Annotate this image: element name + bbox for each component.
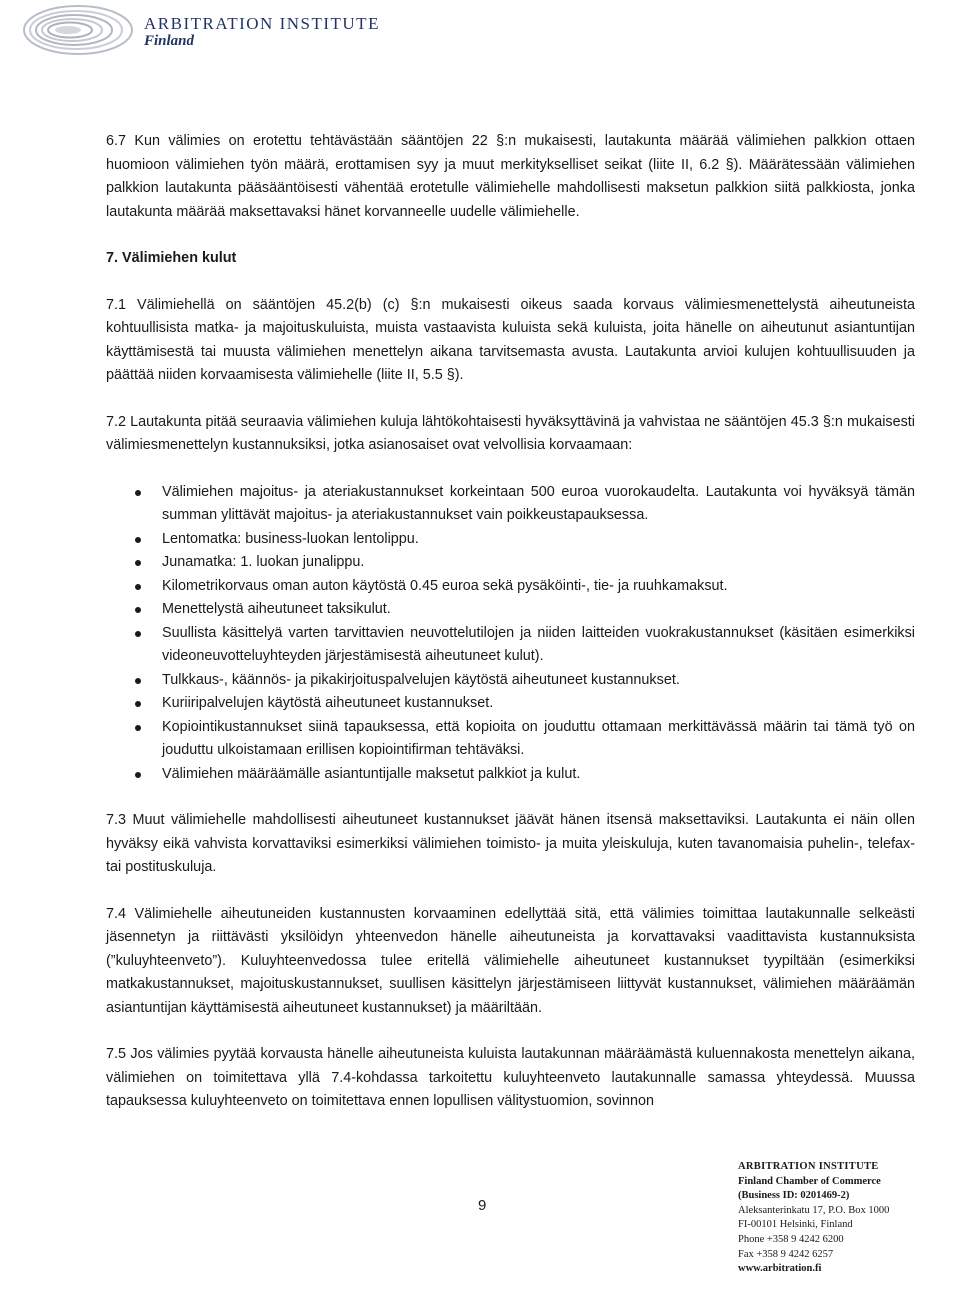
paragraph-7-1: 7.1 Välimiehellä on sääntöjen 45.2(b) (c) §:n mukaisesti oikeus saada korvaus välimiesmenettelystä aiheutuneista kohtuullisista matka- ja majoituskuluista, muista vastaavista kuluista sekä kuluista, joita hänelle on aiheutunut asiantuntijan käyttämisestä tai muusta välimiehen menettelyn aikana tarvitsemasta avusta. Lautakunta arvioi kulujen kohtuullisuuden ja päättää niiden korvaamisesta välimiehelle (liite II, 5.5 §). bbox=[106, 296, 915, 383]
footer-phone: Phone +358 9 4242 6200 bbox=[738, 1233, 844, 1245]
list-item: Junamatka: 1. luokan junalippu. bbox=[162, 551, 915, 575]
list-item: Kilometrikorvaus oman auton käytöstä 0.45 euroa sekä pysäköinti-, tie- ja ruuhkamaksut. bbox=[162, 575, 915, 599]
list-item: Välimiehen majoitus- ja ateriakustannukset korkeintaan 500 euroa vuorokaudelta. Lautakunta voi hyväksyä tämän summan ylittävät majoitus- ja ateriakustannukset vain poikkeustapauksessa. bbox=[162, 481, 915, 528]
footer-city: FI-00101 Helsinki, Finland bbox=[738, 1219, 853, 1231]
footer-business-id: (Business ID: 0201469-2) bbox=[738, 1190, 850, 1202]
list-item: Suullista käsittelyä varten tarvittavien neuvottelutilojen ja niiden laitteiden vuokrakustannukset (käsitäen esimerkiksi videoneuvotteluyhteyden järjestämisestä aiheutuneet kulut). bbox=[162, 622, 915, 669]
footer-address: Aleksanterinkatu 17, P.O. Box 1000 bbox=[738, 1204, 890, 1216]
page-header bbox=[22, 4, 442, 60]
footer-website-link[interactable]: www.arbitration.fi bbox=[738, 1263, 822, 1275]
footer-contact-block bbox=[738, 1160, 948, 1277]
paragraph-7-5: 7.5 Jos välimies pyytää korvausta hänelle aiheutuneista kuluista lautakunnan määräämästä kuluennakosta menettelyn aikana, välimiehen on toimitettava yllä 7.4-kohdassa tarkoitettu kuluyhteenveto lautakunnalle samassa yhteydessä. Muussa tapauksessa kuluyhteenveto on toimitettava ennen lopullisen välitystuomion, sovinnon bbox=[106, 1046, 915, 1109]
list-item: Lentomatka: business-luokan lentolippu. bbox=[162, 528, 915, 552]
cost-list bbox=[106, 481, 915, 787]
list-item: Menettelystä aiheutuneet taksikulut. bbox=[162, 598, 915, 622]
header-org-name: ARBITRATION INSTITUTE bbox=[144, 14, 380, 33]
section-heading-7: 7. Välimiehen kulut bbox=[106, 250, 237, 266]
paragraph-7-2: 7.2 Lautakunta pitää seuraavia välimiehen kuluja lähtökohtaisesti hyväksyttävinä ja vahvistaa ne sääntöjen 45.3 §:n mukaisesti välimiesmenettelyn kustannuksiksi, jotka asianosaiset ovat velvollisia korvaamaan: bbox=[106, 413, 915, 453]
list-item: Kuriiripalvelujen käytöstä aiheutuneet kustannukset. bbox=[162, 692, 915, 716]
document-body bbox=[106, 130, 915, 1114]
arbitration-institute-logo bbox=[22, 4, 134, 56]
footer-fax: Fax +358 9 4242 6257 bbox=[738, 1248, 834, 1260]
footer-chamber: Finland Chamber of Commerce bbox=[738, 1175, 881, 1187]
paragraph-7-4: 7.4 Välimiehelle aiheutuneiden kustannusten korvaaminen edellyttää sitä, että välimies toimittaa lautakunnalle selkeästi jäsennetyn ja riittävästi yksilöidyn yhteenvedon hänelle aiheutuneista ja korvattavaksi vaadittavista kustannuksista (”kuluyhteenveto”). Kuluyhteenvedossa tulee eritellä välimiehelle aiheutuneet kustannukset tyypiltään (esimerkiksi matkakustannukset, majoituskustannukset, suullisen käsittelyn järjestämiseen liittyvät kustannukset, välimiehen määräämän asiantuntijan käyttämisestä aiheutuneet kustannukset) ja määriltään. bbox=[106, 905, 915, 1016]
list-item: Tulkkaus-, käännös- ja pikakirjoituspalvelujen käytöstä aiheutuneet kustannukset. bbox=[162, 669, 915, 693]
footer-title: ARBITRATION INSTITUTE bbox=[738, 1161, 879, 1172]
paragraph-7-3: 7.3 Muut välimiehelle mahdollisesti aiheutuneet kustannukset jäävät hänen itsensä maksettaviksi. Lautakunta ei näin ollen hyväksy eikä vahvista korvattaviksi esimerkiksi välimiehen toimisto- ja muita yleiskuluja, kuten tavanomaisia puhelin-, telefax- tai postituskuluja. bbox=[106, 812, 915, 875]
list-item: Välimiehen määräämälle asiantuntijalle maksetut palkkiot ja kulut. bbox=[162, 763, 915, 787]
header-org-country: Finland bbox=[144, 33, 195, 49]
paragraph-6-7: 6.7 Kun välimies on erotettu tehtävästään sääntöjen 22 §:n mukaisesti, lautakunta määrää välimiehen palkkion ottaen huomioon välimiehen työn määrä, erottamisen syy ja muut merkitykselliset seikat (liite II, 6.2 §). Määrätessään välimiehen palkkion lautakunta pääsääntöisesti vähentää erotetulle välimiehelle mahdollisesti maksetun palkkion siitä palkkiosta, jonka lautakunta määrää maksettavaksi hänet korvanneelle uudelle välimiehelle. bbox=[106, 133, 915, 220]
page-number: 9 bbox=[478, 1197, 487, 1214]
list-item: Kopiointikustannukset siinä tapauksessa, että kopioita on jouduttu ottamaan merkittävässä määrin tai tämä työ on jouduttu ulkoistamaan erillisen kopiointifirman tehtäväksi. bbox=[162, 716, 915, 763]
